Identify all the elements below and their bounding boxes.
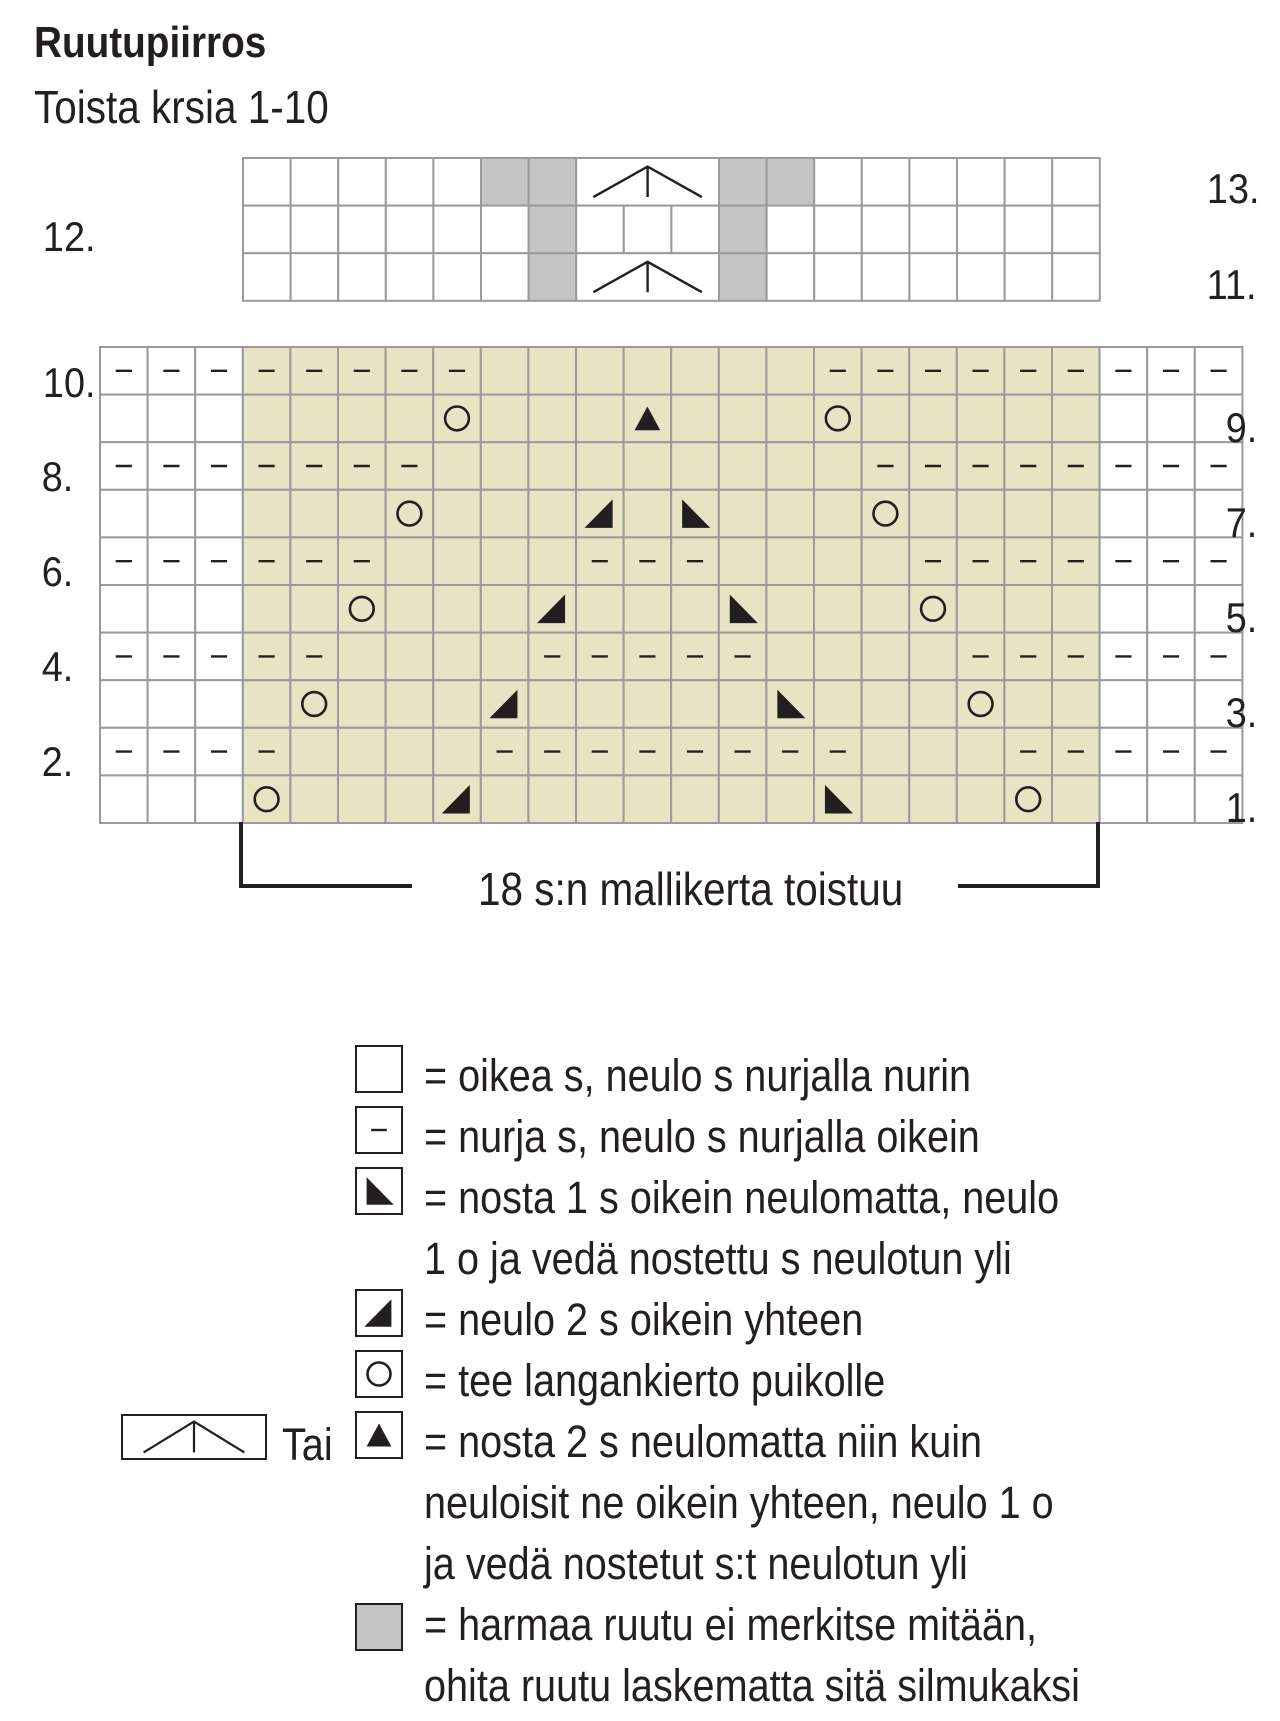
row-label-6: 6. bbox=[41, 548, 74, 595]
row-label-4: 4. bbox=[41, 643, 74, 690]
main-cell-r5-c6 bbox=[386, 585, 434, 633]
top-cell-r2-c5 bbox=[481, 253, 529, 301]
main-cell-r9-c6 bbox=[386, 775, 434, 823]
main-cell-r1-c3 bbox=[243, 395, 291, 443]
main-cell-r1-c4 bbox=[290, 395, 338, 443]
main-cell-r8-c7 bbox=[433, 728, 481, 776]
main-cell-r0-c14 bbox=[766, 347, 814, 395]
main-cell-r8-c5 bbox=[338, 728, 386, 776]
top-cell-r0-c15 bbox=[957, 158, 1005, 206]
top-cell-r0-c6 bbox=[529, 158, 577, 206]
row-label-12: 12. bbox=[42, 213, 96, 260]
main-cell-r5-c2 bbox=[195, 585, 243, 633]
main-cell-r8-c4 bbox=[290, 728, 338, 776]
main-cell-r9-c22 bbox=[1147, 775, 1195, 823]
main-cell-r2-c14 bbox=[766, 442, 814, 490]
top-cell-r1-c9 bbox=[671, 206, 719, 254]
main-cell-r3-c7 bbox=[433, 490, 481, 538]
row-label-2: 2. bbox=[41, 738, 74, 785]
legend-text-cdd-2: neuloisit ne oikein yhteen, neulo 1 o bbox=[424, 1477, 1054, 1528]
main-cell-r7-c16 bbox=[862, 680, 910, 728]
main-cell-r9-c12 bbox=[671, 775, 719, 823]
main-cell-r3-c20 bbox=[1052, 490, 1100, 538]
main-cell-r7-c2 bbox=[195, 680, 243, 728]
main-cell-r9-c5 bbox=[338, 775, 386, 823]
main-cell-r6-c5 bbox=[338, 633, 386, 681]
row-label-5: 5. bbox=[1225, 594, 1258, 641]
top-cell-r2-c16 bbox=[1005, 253, 1053, 301]
main-cell-r6-c16 bbox=[862, 633, 910, 681]
main-cell-r1-c10 bbox=[576, 395, 624, 443]
top-cell-r1-c7 bbox=[576, 206, 624, 254]
main-cell-r8-c16 bbox=[862, 728, 910, 776]
main-cell-r7-c1 bbox=[148, 680, 196, 728]
top-cell-r0-c16 bbox=[1005, 158, 1053, 206]
main-cell-r7-c5 bbox=[338, 680, 386, 728]
main-cell-r3-c6 bbox=[386, 490, 434, 538]
top-cell-r1-c10 bbox=[719, 206, 767, 254]
main-cell-r4-c6 bbox=[386, 537, 434, 585]
main-cell-r4-c15 bbox=[814, 537, 862, 585]
main-cell-r3-c3 bbox=[243, 490, 291, 538]
main-cell-r2-c9 bbox=[528, 442, 576, 490]
main-cell-r3-c5 bbox=[338, 490, 386, 538]
top-cell-r0-c13 bbox=[862, 158, 910, 206]
repeat-bracket-right bbox=[958, 822, 1098, 886]
top-cell-r2-c2 bbox=[338, 253, 386, 301]
top-cell-r0-c14 bbox=[909, 158, 957, 206]
main-cell-r7-c20 bbox=[1052, 680, 1100, 728]
legend-box-yo bbox=[356, 1351, 402, 1397]
main-cell-r0-c9 bbox=[528, 347, 576, 395]
top-cell-r1-c11 bbox=[767, 206, 815, 254]
main-cell-r6-c17 bbox=[909, 633, 957, 681]
top-cell-r0-c12 bbox=[814, 158, 862, 206]
main-cell-r9-c18 bbox=[957, 775, 1005, 823]
top-cell-r2-c12 bbox=[814, 253, 862, 301]
main-cell-r1-c6 bbox=[386, 395, 434, 443]
top-cell-r1-c0 bbox=[243, 206, 291, 254]
top-cell-r1-c17 bbox=[1052, 206, 1100, 254]
main-cell-r2-c11 bbox=[624, 442, 672, 490]
top-cell-r1-c4 bbox=[433, 206, 481, 254]
main-cell-r0-c12 bbox=[671, 347, 719, 395]
main-cell-r9-c4 bbox=[290, 775, 338, 823]
main-cell-r1-c22 bbox=[1147, 395, 1195, 443]
main-cell-r5-c4 bbox=[290, 585, 338, 633]
main-cell-r9-c19 bbox=[1004, 775, 1052, 823]
main-cell-r5-c16 bbox=[862, 585, 910, 633]
main-cell-r3-c9 bbox=[528, 490, 576, 538]
main-cell-r3-c16 bbox=[862, 490, 910, 538]
main-cell-r2-c8 bbox=[481, 442, 529, 490]
main-cell-r9-c10 bbox=[576, 775, 624, 823]
main-cell-r5-c21 bbox=[1100, 585, 1148, 633]
top-cell-r1-c8 bbox=[624, 206, 672, 254]
main-cell-r7-c17 bbox=[909, 680, 957, 728]
top-cell-r1-c3 bbox=[386, 206, 434, 254]
main-cell-r5-c12 bbox=[671, 585, 719, 633]
row-label-1: 1. bbox=[1225, 784, 1258, 831]
main-cell-r1-c19 bbox=[1004, 395, 1052, 443]
top-cell-r2-c13 bbox=[862, 253, 910, 301]
main-cell-r1-c1 bbox=[148, 395, 196, 443]
main-cell-r3-c21 bbox=[1100, 490, 1148, 538]
main-cell-r4-c9 bbox=[528, 537, 576, 585]
main-cell-r3-c18 bbox=[957, 490, 1005, 538]
main-cell-r3-c22 bbox=[1147, 490, 1195, 538]
main-cell-r2-c15 bbox=[814, 442, 862, 490]
main-cell-r5-c1 bbox=[148, 585, 196, 633]
main-cell-r4-c16 bbox=[862, 537, 910, 585]
main-cell-r5-c20 bbox=[1052, 585, 1100, 633]
legend-text-purl: = nurja s, neulo s nurjalla oikein bbox=[424, 1111, 980, 1162]
main-cell-r1-c20 bbox=[1052, 395, 1100, 443]
main-cell-r1-c0 bbox=[100, 395, 148, 443]
legend-text-cdd-3: ja vedä nostetut s:t neulotun yli bbox=[424, 1538, 968, 1589]
top-cell-r0-c5 bbox=[481, 158, 529, 206]
top-cell-r1-c12 bbox=[814, 206, 862, 254]
main-cell-r3-c19 bbox=[1004, 490, 1052, 538]
top-cell-r2-c3 bbox=[386, 253, 434, 301]
main-cell-r5-c3 bbox=[243, 585, 291, 633]
top-cell-r0-c0 bbox=[243, 158, 291, 206]
main-cell-r5-c11 bbox=[624, 585, 672, 633]
main-cell-r7-c7 bbox=[433, 680, 481, 728]
main-cell-r6-c6 bbox=[386, 633, 434, 681]
legend-text-yo: = tee langankierto puikolle bbox=[424, 1355, 886, 1406]
main-cell-r3-c13 bbox=[719, 490, 767, 538]
legend-text-ssk-1: = nosta 1 s oikein neulomatta, neulo bbox=[424, 1172, 1060, 1223]
row-label-9: 9. bbox=[1225, 404, 1258, 451]
legend-box-gray bbox=[356, 1604, 402, 1650]
main-cell-r7-c19 bbox=[1004, 680, 1052, 728]
top-cell-r2-c10 bbox=[719, 253, 767, 301]
main-cell-r7-c15 bbox=[814, 680, 862, 728]
row-label-10: 10. bbox=[42, 359, 96, 406]
main-cell-r9-c1 bbox=[148, 775, 196, 823]
top-cell-r0-c1 bbox=[291, 158, 339, 206]
top-cell-r1-c15 bbox=[957, 206, 1005, 254]
main-cell-r5-c22 bbox=[1147, 585, 1195, 633]
main-cell-r7-c0 bbox=[100, 680, 148, 728]
top-cell-r0-c4 bbox=[433, 158, 481, 206]
main-cell-r3-c15 bbox=[814, 490, 862, 538]
main-cell-r5-c5 bbox=[338, 585, 386, 633]
top-cell-r0-c17 bbox=[1052, 158, 1100, 206]
chart-subtitle: Toista krsia 1-10 bbox=[34, 81, 329, 133]
main-cell-r3-c4 bbox=[290, 490, 338, 538]
main-cell-r7-c9 bbox=[528, 680, 576, 728]
main-cell-r7-c4 bbox=[290, 680, 338, 728]
row-label-13: 13. bbox=[1206, 165, 1260, 212]
main-cell-r9-c21 bbox=[1100, 775, 1148, 823]
top-cell-r2-c14 bbox=[909, 253, 957, 301]
main-cell-r8-c6 bbox=[386, 728, 434, 776]
main-cell-r2-c10 bbox=[576, 442, 624, 490]
main-cell-r5-c10 bbox=[576, 585, 624, 633]
main-cell-r1-c16 bbox=[862, 395, 910, 443]
top-cell-r0-c10 bbox=[719, 158, 767, 206]
legend-text-gray-2: ohita ruutu laskematta sitä silmukaksi bbox=[424, 1660, 1080, 1711]
main-cell-r1-c18 bbox=[957, 395, 1005, 443]
legend-text-gray-1: = harmaa ruutu ei merkitse mitään, bbox=[424, 1599, 1037, 1650]
main-cell-r1-c12 bbox=[671, 395, 719, 443]
main-cell-r9-c9 bbox=[528, 775, 576, 823]
main-cell-r5-c15 bbox=[814, 585, 862, 633]
main-cell-r5-c14 bbox=[766, 585, 814, 633]
top-cell-r2-c11 bbox=[767, 253, 815, 301]
main-cell-r0-c10 bbox=[576, 347, 624, 395]
top-cell-r1-c5 bbox=[481, 206, 529, 254]
top-cell-r2-c15 bbox=[957, 253, 1005, 301]
top-cell-r0-c2 bbox=[338, 158, 386, 206]
main-cell-r5-c18 bbox=[957, 585, 1005, 633]
main-cell-r7-c6 bbox=[386, 680, 434, 728]
main-cell-r3-c1 bbox=[148, 490, 196, 538]
main-cell-r9-c16 bbox=[862, 775, 910, 823]
main-cell-r7-c21 bbox=[1100, 680, 1148, 728]
main-cell-r7-c22 bbox=[1147, 680, 1195, 728]
main-cell-r5-c7 bbox=[433, 585, 481, 633]
main-cell-r9-c20 bbox=[1052, 775, 1100, 823]
main-cell-r1-c17 bbox=[909, 395, 957, 443]
main-cell-r2-c13 bbox=[719, 442, 767, 490]
main-cell-r7-c12 bbox=[671, 680, 719, 728]
main-cell-r1-c13 bbox=[719, 395, 767, 443]
main-cell-r7-c3 bbox=[243, 680, 291, 728]
top-cell-r0-c11 bbox=[767, 158, 815, 206]
main-cell-r7-c13 bbox=[719, 680, 767, 728]
top-cell-r1-c2 bbox=[338, 206, 386, 254]
top-cell-r2-c17 bbox=[1052, 253, 1100, 301]
top-cell-r0-c3 bbox=[386, 158, 434, 206]
chart-title: Ruutupiirros bbox=[34, 18, 267, 67]
main-cell-r3-c0 bbox=[100, 490, 148, 538]
top-cell-r1-c1 bbox=[291, 206, 339, 254]
main-cell-r1-c8 bbox=[481, 395, 529, 443]
main-cell-r3-c17 bbox=[909, 490, 957, 538]
main-cell-r9-c14 bbox=[766, 775, 814, 823]
main-cell-r1-c2 bbox=[195, 395, 243, 443]
main-cell-r3-c11 bbox=[624, 490, 672, 538]
top-cell-r1-c16 bbox=[1005, 206, 1053, 254]
main-cell-r8-c18 bbox=[957, 728, 1005, 776]
main-cell-r2-c7 bbox=[433, 442, 481, 490]
alt-label: Tai bbox=[282, 1419, 333, 1470]
main-cell-r9-c8 bbox=[481, 775, 529, 823]
main-cell-r4-c8 bbox=[481, 537, 529, 585]
main-cell-r2-c12 bbox=[671, 442, 719, 490]
main-cell-r6-c14 bbox=[766, 633, 814, 681]
main-cell-r3-c8 bbox=[481, 490, 529, 538]
row-label-11: 11. bbox=[1206, 261, 1257, 308]
main-cell-r0-c13 bbox=[719, 347, 767, 395]
top-cell-r2-c6 bbox=[529, 253, 577, 301]
main-cell-r9-c0 bbox=[100, 775, 148, 823]
main-cell-r1-c14 bbox=[766, 395, 814, 443]
top-cell-r1-c6 bbox=[529, 206, 577, 254]
legend-text-cdd-1: = nosta 2 s neulomatta niin kuin bbox=[424, 1416, 983, 1467]
main-cell-r6-c15 bbox=[814, 633, 862, 681]
row-label-8: 8. bbox=[41, 453, 74, 500]
main-cell-r8-c17 bbox=[909, 728, 957, 776]
main-cell-r7-c10 bbox=[576, 680, 624, 728]
repeat-label: 18 s:n mallikerta toistuu bbox=[478, 863, 904, 915]
legend-text-ssk-2: 1 o ja vedä nostettu s neulotun yli bbox=[424, 1233, 1012, 1284]
top-cell-r1-c13 bbox=[862, 206, 910, 254]
main-cell-r4-c7 bbox=[433, 537, 481, 585]
repeat-bracket-left bbox=[241, 822, 412, 886]
row-label-7: 7. bbox=[1225, 499, 1258, 546]
main-cell-r9-c17 bbox=[909, 775, 957, 823]
main-cell-r1-c7 bbox=[433, 395, 481, 443]
main-cell-r9-c13 bbox=[719, 775, 767, 823]
main-cell-r1-c5 bbox=[338, 395, 386, 443]
top-cell-r2-c4 bbox=[433, 253, 481, 301]
legend-text-white: = oikea s, neulo s nurjalla nurin bbox=[424, 1050, 972, 1101]
top-cell-r1-c14 bbox=[909, 206, 957, 254]
main-cell-r0-c8 bbox=[481, 347, 529, 395]
main-cell-r4-c13 bbox=[719, 537, 767, 585]
main-cell-r7-c11 bbox=[624, 680, 672, 728]
main-cell-r3-c2 bbox=[195, 490, 243, 538]
legend-box-white bbox=[356, 1046, 402, 1092]
main-cell-r9-c3 bbox=[243, 775, 291, 823]
main-cell-r6-c8 bbox=[481, 633, 529, 681]
row-label-3: 3. bbox=[1225, 689, 1258, 736]
main-cell-r1-c21 bbox=[1100, 395, 1148, 443]
main-cell-r6-c7 bbox=[433, 633, 481, 681]
main-cell-r5-c8 bbox=[481, 585, 529, 633]
main-cell-r1-c9 bbox=[528, 395, 576, 443]
main-cell-r5-c0 bbox=[100, 585, 148, 633]
top-cell-r2-c0 bbox=[243, 253, 291, 301]
main-cell-r3-c14 bbox=[766, 490, 814, 538]
main-cell-r5-c19 bbox=[1004, 585, 1052, 633]
main-cell-r1-c15 bbox=[814, 395, 862, 443]
legend-text-k2tog: = neulo 2 s oikein yhteen bbox=[424, 1294, 864, 1345]
main-cell-r5-c17 bbox=[909, 585, 957, 633]
main-cell-r9-c2 bbox=[195, 775, 243, 823]
top-cell-r2-c1 bbox=[291, 253, 339, 301]
main-cell-r4-c14 bbox=[766, 537, 814, 585]
main-cell-r9-c11 bbox=[624, 775, 672, 823]
main-cell-r7-c18 bbox=[957, 680, 1005, 728]
main-cell-r0-c11 bbox=[624, 347, 672, 395]
